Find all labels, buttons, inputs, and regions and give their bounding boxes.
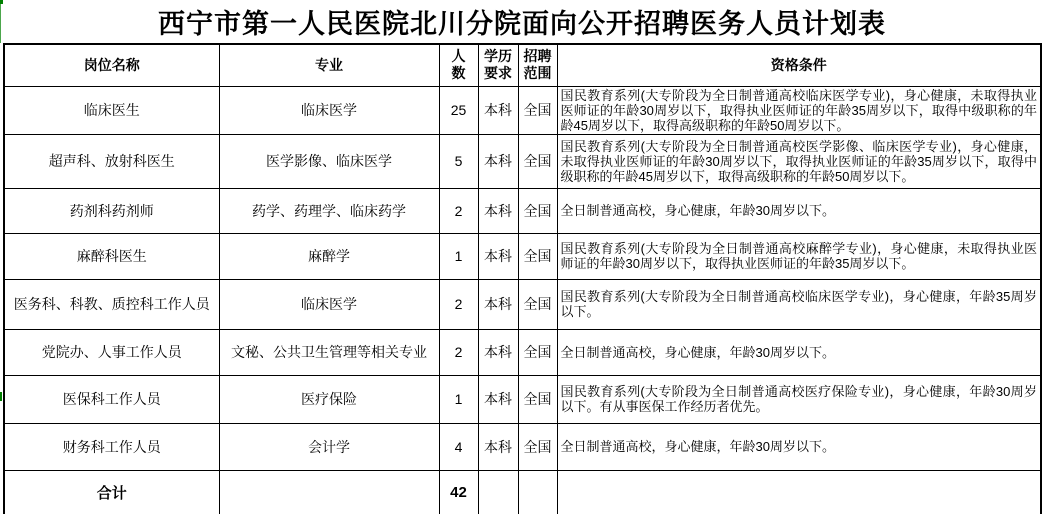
scope-cell: 全国 (518, 233, 557, 279)
count-cell: 4 (439, 423, 478, 470)
major-cell: 临床医学 (219, 86, 439, 134)
recruitment-plan-table (3, 43, 1042, 514)
header-education (478, 44, 518, 86)
count-cell: 2 (439, 188, 478, 233)
total-row (4, 470, 1041, 514)
count-cell: 25 (439, 86, 478, 134)
count-cell: 2 (439, 329, 478, 375)
education-cell: 本科 (478, 188, 518, 233)
header-qualification-label: 资格条件 (770, 57, 827, 74)
education-cell: 本科 (478, 375, 518, 423)
header-row (4, 44, 1041, 86)
education-cell: 本科 (478, 86, 518, 134)
qualification-cell: 国民教育系列(大专阶段为全日制普通高校医疗保险专业)，身心健康，年龄30周岁以下。有从事医保工作经历者优先。 (557, 375, 1041, 423)
total-major-cell-empty (219, 470, 439, 514)
table-row (4, 233, 1041, 279)
position-cell: 党院办、人事工作人员 (4, 329, 219, 375)
table-row (4, 188, 1041, 233)
scope-cell: 全国 (518, 279, 557, 329)
qualification-cell: 国民教育系列(大专阶段为全日制普通高校临床医学专业)，身心健康，年龄35周岁以下。 (557, 279, 1041, 329)
header-position (4, 44, 219, 86)
header-position-label: 岗位名称 (83, 57, 140, 74)
qualification-cell: 国民教育系列(大专阶段为全日制普通高校临床医学专业)，身心健康，未取得执业医师证的年龄30周岁以下，取得执业医师证的年龄35周岁以下，取得中级职称的年龄45周岁以下，取得高级职称的年龄50周岁以下。 (557, 86, 1041, 134)
qualification-cell: 国民教育系列(大专阶段为全日制普通高校麻醉学专业)，身心健康，未取得执业医师证的年龄30周岁以下，取得执业医师证的年龄35周岁以下。 (557, 233, 1041, 279)
count-cell: 5 (439, 134, 478, 188)
table-header (4, 44, 1041, 86)
header-education-label: 学历要求 (483, 48, 512, 82)
qualification-cell: 全日制普通高校，身心健康，年龄30周岁以下。 (557, 188, 1041, 233)
header-scope (518, 44, 557, 86)
education-cell: 本科 (478, 423, 518, 470)
header-major (219, 44, 439, 86)
left-edge-artifact-top (0, 0, 1, 43)
position-cell: 麻醉科医生 (4, 233, 219, 279)
count-cell: 1 (439, 375, 478, 423)
header-count (439, 44, 478, 86)
header-scope-label: 招聘范围 (523, 48, 552, 82)
qualification-cell: 全日制普通高校，身心健康，年龄30周岁以下。 (557, 423, 1041, 470)
header-count-label: 人数 (451, 48, 466, 82)
qualification-cell: 国民教育系列(大专阶段为全日制普通高校医学影像、临床医学专业)，身心健康，未取得执业医师证的年龄30周岁以下，取得执业医师证的年龄35周岁以下，取得中级职称的年龄45周岁以下，取得高级职称的年龄50周岁以下。 (557, 134, 1041, 188)
table-row (4, 279, 1041, 329)
position-cell: 医务科、科教、质控科工作人员 (4, 279, 219, 329)
major-cell: 医学影像、临床医学 (219, 134, 439, 188)
total-qualification-cell-empty (557, 470, 1041, 514)
scope-cell: 全国 (518, 188, 557, 233)
position-cell: 药剂科药剂师 (4, 188, 219, 233)
education-cell: 本科 (478, 279, 518, 329)
scope-cell: 全国 (518, 134, 557, 188)
table-footer (4, 470, 1041, 514)
count-cell: 1 (439, 233, 478, 279)
count-cell: 2 (439, 279, 478, 329)
scope-cell: 全国 (518, 86, 557, 134)
position-cell: 财务科工作人员 (4, 423, 219, 470)
position-cell: 医保科工作人员 (4, 375, 219, 423)
position-cell: 超声科、放射科医生 (4, 134, 219, 188)
total-scope-cell-empty (518, 470, 557, 514)
table-row (4, 329, 1041, 375)
page-title: 西宁市第一人民医院北川分院面向公开招聘医务人员计划表 (158, 9, 886, 39)
table-row (4, 375, 1041, 423)
total-label-cell: 合计 (4, 470, 219, 514)
table-row (4, 86, 1041, 134)
major-cell: 临床医学 (219, 279, 439, 329)
table-row (4, 423, 1041, 470)
education-cell: 本科 (478, 329, 518, 375)
qualification-cell: 全日制普通高校，身心健康，年龄30周岁以下。 (557, 329, 1041, 375)
major-cell: 麻醉学 (219, 233, 439, 279)
header-qualification (557, 44, 1041, 86)
total-count-cell: 42 (439, 470, 478, 514)
left-edge-artifact-mid (0, 392, 2, 401)
major-cell: 药学、药理学、临床药学 (219, 188, 439, 233)
scope-cell: 全国 (518, 423, 557, 470)
scope-cell: 全国 (518, 375, 557, 423)
total-education-cell-empty (478, 470, 518, 514)
major-cell: 文秘、公共卫生管理等相关专业 (219, 329, 439, 375)
table-row (4, 134, 1041, 188)
table-body (4, 86, 1041, 470)
header-major-label: 专业 (315, 57, 343, 74)
education-cell: 本科 (478, 233, 518, 279)
education-cell: 本科 (478, 134, 518, 188)
major-cell: 会计学 (219, 423, 439, 470)
position-cell: 临床医生 (4, 86, 219, 134)
scope-cell: 全国 (518, 329, 557, 375)
major-cell: 医疗保险 (219, 375, 439, 423)
